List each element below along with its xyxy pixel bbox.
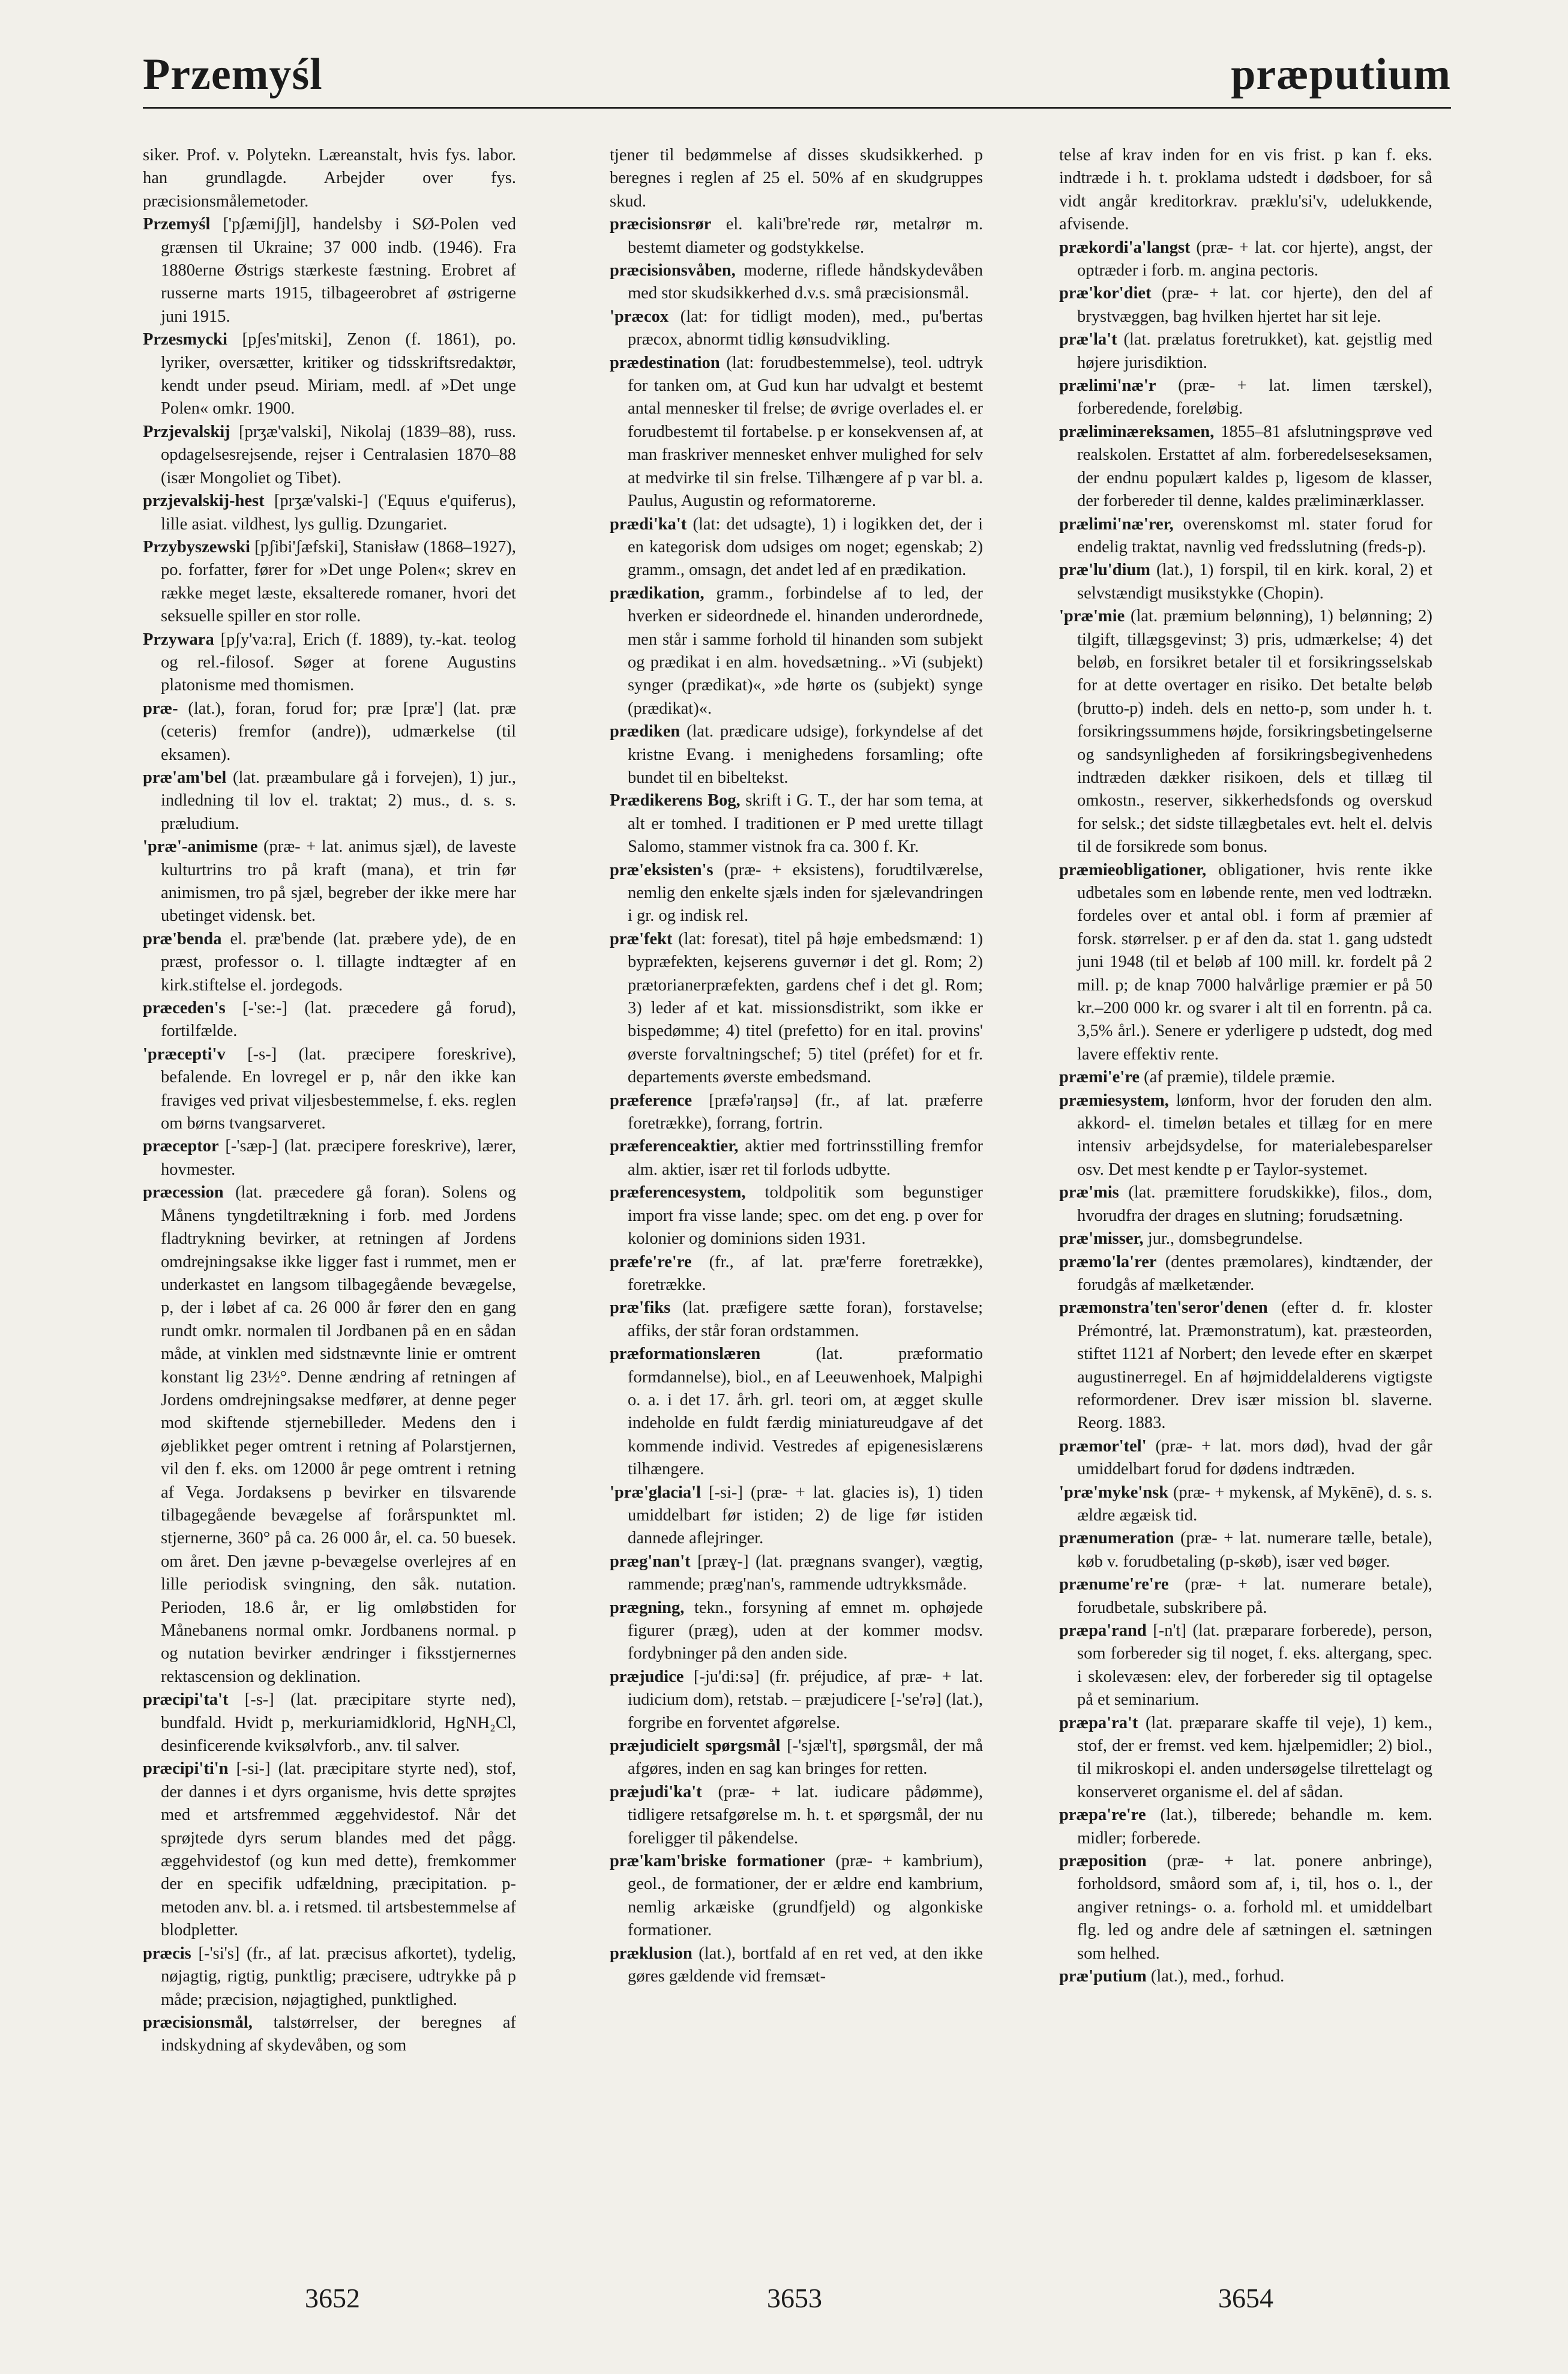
definition: [-'si's] (fr., af lat. præcisus afkortet), tydelig, nøjagtig, rigtig, punktlig; præcisere, udtrykke på p måde; præcision, nøjagtighed, punktlighed. — [161, 1944, 516, 2009]
definition: (lat. prælatus foretrukket), kat. gejstlig med højere jurisdiktion. — [1077, 330, 1432, 372]
entry — [610, 1666, 983, 1735]
headword: præcisionsrør — [610, 215, 712, 234]
headword: præ'putium — [1059, 1967, 1147, 1986]
headword: præ'fiks — [610, 1298, 671, 1318]
definition: (lat. præambulare gå i forvejen), 1) jur., indledning til lov el. traktat; 2) mus., d. s. s. præludium. — [161, 768, 516, 833]
definition: [-si-] (præ- + lat. glacies is), 1) tiden umiddelbart før istiden; 2) de lige før istiden dannede aflejringer. — [628, 1483, 983, 1548]
entry — [143, 628, 516, 697]
definition: [-s-] (lat. præcipere foreskrive), befalende. En lovregel er p, når den ikke kan fraviges ved privat viljesbestemmelse, f. eks. reglen om børns tvangsarveret. — [161, 1044, 516, 1133]
headword: przjevalskij-hest — [143, 492, 265, 511]
headword: præ'kor'diet — [1059, 284, 1152, 303]
headword: prænume're're — [1059, 1575, 1169, 1594]
headword: prædiken — [610, 722, 680, 741]
page-number-2: 3653 — [767, 2283, 822, 2313]
entry — [143, 697, 516, 767]
entry — [610, 1343, 983, 1481]
running-head-left: Przemyśl — [143, 50, 323, 99]
definition: talstørrelser, der beregnes af indskydning af skydevåben, og som — [161, 2013, 516, 2055]
definition: (lat. præmittere forudskikke), filos., dom, hvorudfra der drages en slutning; forudsætning. — [1077, 1183, 1432, 1225]
definition: tekn., forsyning af emnet m. ophøjede figurer (præg), uden at der kommer modsv. fordybninger på den anden side. — [628, 1598, 983, 1663]
definition: (dentes præmolares), kindtænder, der forudgås af mælketænder. — [1077, 1252, 1432, 1294]
headword: præceden's — [143, 999, 226, 1018]
entry — [1059, 1850, 1432, 1965]
headword: 'præcox — [610, 307, 669, 326]
entry — [610, 513, 983, 582]
headword: præcession — [143, 1183, 224, 1202]
definition: (præ- + kambrium), geol., de formationer, der er ældre end kambrium, nemlig arkæiske (grundfjeld) og algonkiske formationer. — [628, 1852, 983, 1940]
definition: (præ- + eksistens), forudtilværelse, nemlig den enkelte sjæls inden for sjælevandringen i gr. og indisk rel. — [628, 860, 983, 926]
headword: præg'nan't — [610, 1552, 691, 1571]
headword: Przywara — [143, 630, 214, 649]
headword: prægning, — [610, 1598, 685, 1617]
definition: (lat: for tidligt moden), med., pu'bertas præcox, abnormt tidlig kønsudvikling. — [628, 307, 983, 349]
entry — [1059, 1297, 1432, 1435]
headword: 'præ'-animisme — [143, 837, 258, 857]
definition: [præfə'raŋsə] (fr., af lat. præferre foretrække), forrang, fortrin. — [628, 1091, 983, 1133]
definition: (lat. prædicare udsige), forkyndelse af det kristne Evang. i menighedens forsamling; ofte bundet til en bibeltekst. — [628, 722, 983, 787]
definition: [prʒæ'valski], Nikolaj (1839–88), russ. opdagelsesrejsende, rejser i Centralasien 1870–88 (især Mongoliet og Tibet). — [161, 422, 516, 487]
headword: Przemyśl — [143, 215, 211, 234]
entry — [1059, 1712, 1432, 1804]
definition: (præ- + lat. ponere anbringe), forholdsord, småord som af, i, til, hos o. l., der angiver retnings- o. a. forhold ml. et umiddelbart flg. led og andre dele af sætningen el. sætningen som helhed. — [1077, 1852, 1432, 1963]
headword: præ'kam'briske formationer — [610, 1852, 826, 1871]
entry — [1059, 282, 1432, 328]
definition: (præ- + lat. limen tærskel), forberedende, foreløbig. — [1077, 376, 1432, 418]
entry — [610, 352, 983, 513]
headword: præklusion — [610, 1944, 692, 1963]
headword: præpa'rand — [1059, 1621, 1147, 1640]
headword: 'præ'myke'nsk — [1059, 1483, 1169, 1502]
entry — [1059, 1804, 1432, 1850]
entry — [1059, 1066, 1432, 1089]
entry — [610, 306, 983, 352]
definition: (præ- + lat. iudicare pådømme), tidligere retsafgørelse m. h. t. et spørgsmål, der nu foreligger til påkendelse. — [628, 1782, 983, 1848]
entry — [610, 1735, 983, 1781]
definition: [-'sjæl't], spørgsmål, der må afgøres, inden en sag kan bringes for retten. — [628, 1737, 983, 1779]
entry — [143, 1942, 516, 2011]
headword: prædi'ka't — [610, 514, 687, 534]
headword: præ'misser, — [1059, 1229, 1144, 1249]
column-3 — [1059, 144, 1432, 2209]
entry — [610, 859, 983, 928]
definition: tjener til bedømmelse af disses skudsikkerhed. p beregnes i reglen af 25 el. 50% af en skudgruppes skud. — [610, 146, 983, 211]
entry — [1059, 605, 1432, 858]
definition: (lat.), bortfald af en ret ved, at den ikke gøres gældende vid fremsæt- — [628, 1944, 983, 1986]
entry — [1059, 1251, 1432, 1297]
definition: toldpolitik som begunstiger import fra visse lande; spec. om det eng. p over for kolonier og dominions siden 1931. — [628, 1183, 983, 1249]
headword: præ'fekt — [610, 929, 673, 948]
headword: præcipi'ti'n — [143, 1759, 229, 1779]
definition: obligationer, hvis rente ikke udbetales som en løbende rente, men ved lodtrækn. fordeles over et antal obl. i form af præmier af forsk. størrelser. p er af den da. stat 1. gang udstedt juni 1948 (til et beløb af 100 mill. kr. fordelt på 2 mill. p; de knap 7000 halvårlige præmier er på 50 kr.–200 000 kr. og svarer i alt til en forrentn. på ca. 3,5% årl.). Senere er yderligere p udstedt, dog med lavere effektiv rente. — [1077, 860, 1432, 1064]
definition: aktier med fortrinsstilling fremfor alm. aktier, især ret til forlods udbytte. — [628, 1137, 983, 1179]
entry — [143, 836, 516, 928]
headword: præmieobligationer, — [1059, 860, 1207, 879]
entry — [1059, 1228, 1432, 1250]
entry — [610, 1251, 983, 1297]
headword: præ'benda — [143, 929, 222, 948]
definition: (præ- + lat. cor hjerte), angst, der optræder i forb. m. angina pectoris. — [1077, 238, 1432, 280]
definition: ['pʃæmiʃjl], handelsby i SØ-Polen ved grænsen til Ukraine; 37 000 indb. (1946). Fra 1880erne Østrigs stærkeste fæstning. Erobret af russerne marts 1915, tilbageerobret af østrigerne juni 1915. — [161, 215, 516, 326]
entry — [610, 1135, 983, 1181]
definition: (efter d. fr. kloster Prémontré, lat. Præmonstratum), kat. præsteorden, stiftet 1121 af Norbert; den levede efter en skærpet augustinerregel. En af højmiddelalderens vigtigste reformordener. Drev især mission bl. slaverne. Reorg. 1883. — [1077, 1298, 1432, 1433]
headword: præ'mis — [1059, 1183, 1119, 1202]
definition: [-ju'di:sə] (fr. préjudice, af præ- + lat. iudicium dom), retstab. – præjudicere [-'se'rə] (lat.), forgribe en forventet afgørelse. — [628, 1667, 983, 1732]
definition: el. kali'bre'rede rør, metalrør m. bestemt diameter og godstykkelse. — [628, 215, 983, 257]
definition: (af præmie), tildele præmie. — [1144, 1068, 1336, 1087]
definition: telse af krav inden for en vis frist. p kan f. eks. indtræde i h. t. proklama udstedt i dødsboer, for så vidt angår kreditorkrav. præklu'si'v, udelukkende, afvisende. — [1059, 146, 1432, 234]
headword: præjudi'ka't — [610, 1782, 702, 1801]
entry — [1059, 328, 1432, 375]
definition: skrift i G. T., der har som tema, at alt er tomhed. I traditionen er P med urette tillagt Salomo, stammer vistnok fra ca. 300 f. Kr. — [628, 791, 983, 857]
definition: [-si-] (lat. præcipitare styrte ned), stof, der dannes i et dyrs organisme, hvis dette sprøjtes med et artsfremmed æggehvidestof. Når det sprøjtede dyrs serum blandes med det pågg. æggehvidestof (og kun med dette), fremkommer der en specifik udfældning, præcipitation. p-metoden anv. bl. a. i retsmed. til artsbestemmelse af blodpletter. — [161, 1759, 516, 1940]
headword: 'præ'mie — [1059, 607, 1125, 626]
running-head-right: præputium — [1231, 50, 1451, 99]
entry — [610, 259, 983, 306]
headword: præmor'tel' — [1059, 1436, 1147, 1456]
entry — [610, 144, 983, 213]
entry — [1059, 1527, 1432, 1573]
headword: Przesmycki — [143, 330, 227, 349]
entry — [1059, 1089, 1432, 1182]
header-rule — [143, 107, 1451, 109]
headword: prælimi'næ'rer, — [1059, 514, 1174, 534]
headword: præference — [610, 1091, 692, 1110]
entry — [610, 1481, 983, 1550]
headword: præceptor — [143, 1137, 219, 1156]
headword: prækordi'a'langst — [1059, 238, 1191, 257]
headword: præmiesystem, — [1059, 1091, 1169, 1110]
headword: præpa'ra't — [1059, 1713, 1138, 1732]
entry — [610, 928, 983, 1089]
entry — [143, 536, 516, 628]
definition: 1855–81 afslutningsprøve ved realskolen. Erstattet af alm. forberedelseseksamen, der endnu populært kaldes p, ligesom de klasser, der forbereder til denne, kaldes præliminærklasser. — [1077, 422, 1432, 511]
definition: (lat. præcedere gå foran). Solens og Månens tyngdetiltrækning i forb. med Jordens fladtrykning bevirker, at retningen af Jordens omdrejningsakse ikke ligger fast i rummet, men er underkastet en langsom tilbagegående bevægelse, p, der i løbet af ca. 26 000 år fører den en gang rundt omkr. normalen til Jordbanen på en en sådan måde, at vinklen med sidstnævnte linie er omtrent konstant lig 23½°. Denne ændring af retningen af Jordens omdrejningsakse medfører, at denne peger mod skiftende stjernebilleder. Medens den i øjeblikket peger omtrent i retning af Polarstjernen, vil den f. eks. om 12000 år pege omtrent i retning af Vega. Jordaksens p bevirker en tilsvarende tilbagegående bevægelse af forårspunktet ml. stjernerne, 360° på ca. 26 000 år, el. ca. 50 buesek. om året. Den jævne p-bevægelse overlejres af en lille periodisk svingning, den såk. nutation. Perioden, 18.6 år, er lig omløbstiden for Månebanens normal omkr. Jordbanens normal. p og nutation bevirker ændringer i fiksstjernernes rektascension og deklination. — [161, 1183, 516, 1686]
definition: (lat: foresat), titel på høje embedsmænd: 1) bypræfekten, kejserens guvernør i det gl. Rom; 2) prætorianerpræfekten, gardens chef i det gl. Rom; 3) leder af et kat. missionsdistrikt, som ikke er bispedømme; 4) titel (prefetto) for en ital. provins' øverste forvaltningschef; 5) titel (préfet) for et fr. departements øverste embedsmand. — [628, 929, 983, 1087]
definition: gramm., forbindelse af to led, der hverken er sideordnede el. hinanden underordnede, men står i samme forhold til hinanden som subjekt og prædikat i en alm. hovedsætning.. »Vi (subjekt) synger (prædikat)«, »de hørte os (subjekt) synge (prædikat)«. — [628, 583, 983, 718]
definition: (præ- + lat. animus sjæl), de laveste kulturtrins tro på kraft (mana), et trin før animismen, tro på sjæl, begreber der ikke mere har ubetinget vidensk. bet. — [161, 837, 516, 926]
definition: (præ- + lat. mors død), hvad der går umiddelbart forud for dødens indtræden. — [1077, 1436, 1432, 1479]
definition: [pʃes'mitski], Zenon (f. 1861), po. lyriker, oversætter, kritiker og tidsskriftsredaktør, kendt under pseud. Miriam, medl. af »Det unge Polen« omkr. 1900. — [161, 330, 516, 418]
entry — [143, 1135, 516, 1181]
entry — [143, 328, 516, 421]
definition: (fr., af lat. præ'ferre foretrække), foretrække. — [628, 1252, 983, 1294]
definition: [-'se:-] (lat. præcedere gå forud), fortilfælde. — [161, 999, 516, 1041]
definition: (lat.), med., forhud. — [1150, 1967, 1285, 1986]
headword: præferenceaktier, — [610, 1137, 739, 1156]
entry — [1059, 1619, 1432, 1712]
headword: prænumeration — [1059, 1529, 1174, 1548]
headword: præjudice — [610, 1667, 684, 1686]
definition: siker. Prof. v. Polytekn. Læreanstalt, hvis fys. labor. han grundlagde. Arbejder over fys. præcisionsmålemetoder. — [143, 146, 516, 211]
headword: præcis — [143, 1944, 191, 1963]
definition: (præ- + lat. numerare betale), forudbetale, subskribere på. — [1077, 1575, 1432, 1617]
definition: (lat: det udsagte), 1) i logikken det, der i en kategorisk dom udsiges om noget; egenskab; 2) gramm., omsagn, det andet led af en prædikation. — [628, 514, 983, 580]
definition: jur., domsbegrundelse. — [1147, 1229, 1303, 1249]
headword: prædikation, — [610, 583, 704, 603]
definition: (lat.), foran, forud for; præ [præ'] (lat. præ (ceteris) fremfor (andre)), udmærkelse (til eksamen). — [161, 699, 516, 764]
entry — [1059, 1435, 1432, 1481]
headword: præformationslæren — [610, 1345, 761, 1364]
entry — [143, 1043, 516, 1136]
headword: præmi'e're — [1059, 1068, 1140, 1087]
definition: (lat: forudbestemmelse), teol. udtryk for tanken om, at Gud kun har udvalgt et bestemt antal mennesker til frelse; de øvrige overlades el. er forudbestemt til fortabelse. p er konsekvensen af, at man fraskriver mennesket enhver mulighed for selv at medvirke til sin frelse. Tilhængere af p var bl. a. Paulus, Augustin og reformatorerne. — [628, 353, 983, 511]
entry — [143, 144, 516, 213]
headword: præliminæreksamen, — [1059, 422, 1215, 441]
headword: præ'eksisten's — [610, 860, 713, 879]
headword: præcipi'ta't — [143, 1690, 229, 1710]
definition: (lat. præmium belønning), 1) belønning; 2) tilgift, tillægsgevinst; 3) pris, udmærkelse; 4) det beløb, en forsikret betaler til et forsikringsselskab for at dette overtager en risiko. Det betalte beløb (brutto-p) indeh. dels en netto-p, som under h. t. forsikringssummens højde, forsikringsbetingelserne og sandsynligheden af forsikringsbegivenhedens indtræden dækker risikoen, dels et tillæg til omkostn., reserver, sikkerhedsfonds og overskud for selsk.; det sidste tillægbetales evt. helt el. delvis til de forsikrede som bonus. — [1077, 607, 1432, 857]
entry — [610, 1181, 983, 1250]
headword: præ'la't — [1059, 330, 1117, 349]
definition: (lat. præparare skaffe til veje), 1) kem., stof, der er fremst. ved kem. hjælpemidler; 2) biol., til mikroskopi el. anden undersøgelse tilrettelagt og konserveret organisme el. del af sådan. — [1077, 1713, 1432, 1801]
entry — [1059, 1965, 1432, 1988]
definition: (lat.), 1) forspil, til en kirk. koral, 2) et selvstændigt musikstykke (Chopin). — [1077, 561, 1432, 603]
entry — [1059, 1573, 1432, 1619]
definition: [prʒæ'valski-] ('Equus e'quiferus), lille asiat. vildhest, lys gullig. Dzungariet. — [161, 492, 516, 534]
entry — [143, 490, 516, 536]
entry — [1059, 236, 1432, 283]
entry — [610, 1550, 983, 1597]
headword: præferencesystem, — [610, 1183, 746, 1202]
entry — [610, 582, 983, 720]
entry — [1059, 421, 1432, 513]
headword: præfe're're — [610, 1252, 692, 1271]
entry — [610, 789, 983, 858]
definition: (lat. præfigere sætte foran), forstavelse; affiks, der står foran ordstammen. — [628, 1298, 983, 1340]
headword: præpa're're — [1059, 1806, 1146, 1825]
entry — [610, 1942, 983, 1989]
headword: 'præcepti'v — [143, 1044, 226, 1064]
definition: moderne, riflede håndskydevåben med stor skudsikkerhed d.v.s. små præcisionsmål. — [628, 261, 983, 303]
definition: overenskomst ml. stater forud for endelig traktat, navnlig ved fredsslutning (freds-p). — [1077, 514, 1432, 556]
entry — [1059, 859, 1432, 1067]
headword: præ'lu'dium — [1059, 561, 1151, 580]
entry — [1059, 375, 1432, 421]
column-2 — [610, 144, 983, 2209]
headword: præposition — [1059, 1852, 1147, 1871]
definition: [pʃy'va:ra], Erich (f. 1889), ty.-kat. teolog og rel.-filosof. Søger at forene Augustins platonisme med thomismen. — [161, 630, 516, 695]
headword: præmo'la'rer — [1059, 1252, 1157, 1271]
entry — [143, 421, 516, 490]
entry — [143, 767, 516, 836]
definition: lønform, hvor der foruden den alm. akkord- el. timeløn betales et tillæg for en mere intensiv arbejdsydelse, for materialebesparelser osv. Det mest kendte p er Taylor-systemet. — [1077, 1091, 1432, 1179]
definition: [-'sæp-] (lat. præcipere foreskrive), lærer, hovmester. — [161, 1137, 516, 1179]
entry — [1059, 144, 1432, 236]
entry — [143, 928, 516, 997]
entry — [610, 1089, 983, 1136]
definition: (lat. præformatio formdannelse), biol., en af Leeuwenhoek, Malpighi o. a. i det 17. årh. grl. teori om, at ægget skulle indeholde en fuldt færdig miniatureudgave af det kommende individ. Vestredes af epigenesislærens tilhængere. — [628, 1345, 983, 1479]
entry — [610, 1297, 983, 1343]
entry — [1059, 1481, 1432, 1528]
page-number-1: 3652 — [305, 2283, 360, 2313]
definition: el. præ'bende (lat. præbere yde), de en præst, professor o. l. tillagte indtægter af en kirk.stiftelse el. jordegods. — [161, 929, 516, 995]
headword: Prædikerens Bog, — [610, 791, 740, 810]
entry — [610, 1781, 983, 1850]
entry — [610, 213, 983, 259]
headword: prædestination — [610, 353, 720, 372]
definition: [-n't] (lat. præparare forberede), person, som forbereder sig til noget, f. eks. altergang, spec. i skolevæsen: elev, der forbereder sig til optagelse på et seminarium. — [1077, 1621, 1432, 1710]
entry — [143, 1689, 516, 1758]
entry — [143, 1758, 516, 1942]
definition: (præ- + lat. numerare tælle, betale), køb v. forudbetaling (p-skøb), især ved bøger. — [1077, 1529, 1432, 1571]
entry — [143, 1181, 516, 1689]
headword: 'præ'glacia'l — [610, 1483, 701, 1502]
page-number-3: 3654 — [1218, 2283, 1273, 2313]
entry — [610, 1597, 983, 1666]
entry — [1059, 1181, 1432, 1228]
definition: [præɣ-] (lat. prægnans svanger), vægtig, rammende; præg'nan's, rammende udtrykksmåde. — [628, 1552, 983, 1594]
headword: præ- — [143, 699, 178, 718]
headword: præ'am'bel — [143, 768, 227, 787]
definition: (lat.), tilberede; behandle m. kem. midler; forberede. — [1077, 1806, 1432, 1848]
entry — [610, 720, 983, 789]
headword: præjudicielt spørgsmål — [610, 1737, 781, 1756]
definition: [-s-] (lat. præcipitare styrte ned), bundfald. Hvidt p, merkuriamidklorid, HgNH₂Cl, desinficerende kviksølvforb., anv. til salver. — [161, 1690, 516, 1756]
column-1 — [143, 144, 516, 2209]
headword: prælimi'næ'r — [1059, 376, 1156, 396]
headword: præcisionsvåben, — [610, 261, 736, 280]
definition: (præ- + mykensk, af Mykēnē), d. s. s. ældre ægæisk tid. — [1077, 1483, 1432, 1525]
entry — [143, 2011, 516, 2058]
entry — [143, 997, 516, 1043]
definition: [pʃibi'ʃæfski], Stanisław (1868–1927), po. forfatter, fører for »Det unge Polen«; skrev en række meget læste, eksalterede romaner, hvori det seksuelle spiller en stor rolle. — [161, 537, 516, 626]
entry — [143, 213, 516, 328]
headword: Przybyszewski — [143, 537, 250, 556]
headword: præcisionsmål, — [143, 2013, 253, 2032]
entry — [610, 1850, 983, 1942]
entry — [1059, 559, 1432, 605]
headword: præmonstra'ten'seror'denen — [1059, 1298, 1268, 1318]
definition: (præ- + lat. cor hjerte), den del af brystvæggen, bag hvilken hjertet har sit leje. — [1077, 284, 1432, 326]
headword: Przjevalskij — [143, 422, 230, 441]
entry — [1059, 513, 1432, 559]
